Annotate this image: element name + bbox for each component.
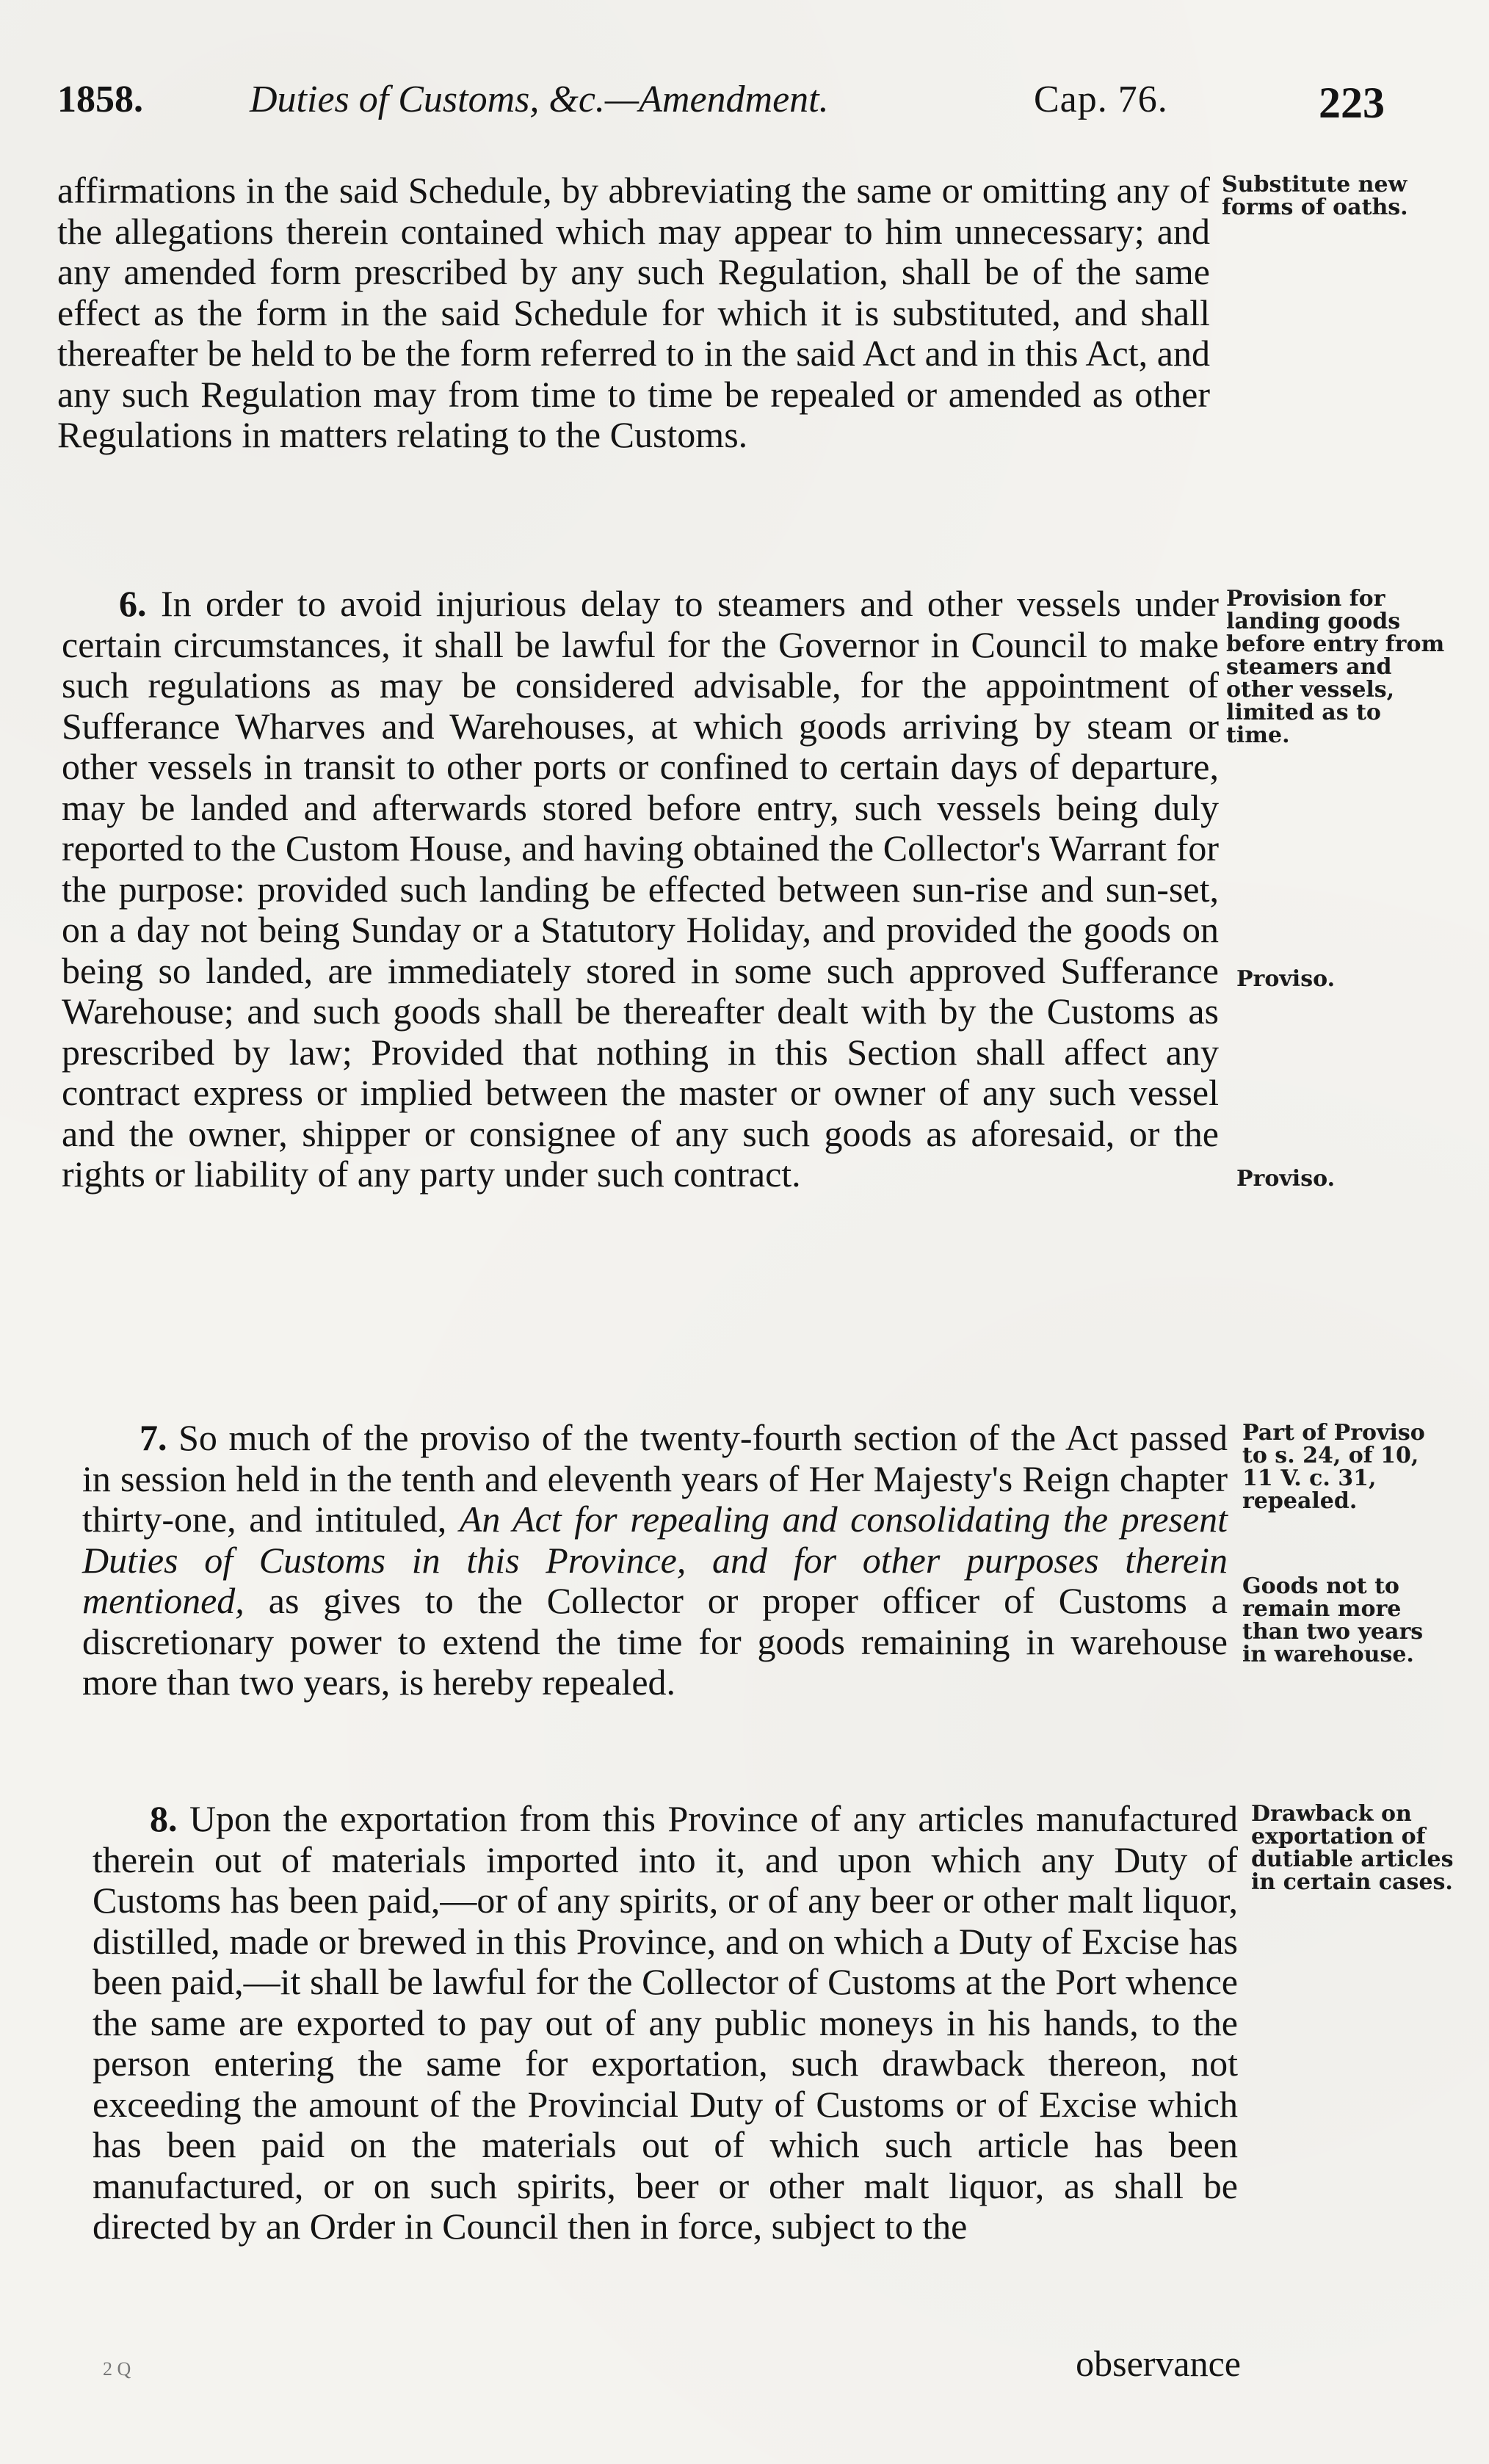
- catchword: observance: [1076, 2343, 1241, 2384]
- section-8-number: 8.: [150, 1798, 178, 1839]
- section-8-text: [93, 1799, 1238, 2247]
- section-8: [93, 1799, 1238, 2247]
- section-7-body-a: So much of the proviso of the twenty-fourth section of the Act passed in session held in the tenth and eleventh years of Her Majesty's Reign chapter thirty-one, and intituled,: [82, 1417, 1228, 1540]
- margin-note-proviso-2: Proviso.: [1236, 1166, 1336, 1192]
- section-6: [62, 584, 1219, 1195]
- section-7-number: 7.: [140, 1417, 167, 1458]
- section-7-text: [82, 1418, 1228, 1703]
- margin-note-goods-not: Goods not to remain more than two years in warehouse.: [1242, 1573, 1424, 1667]
- section-7-body-b: as gives to the Collector or proper officer of Customs a discretionary power to extend the time for goods remaining in warehouse more than two years, is hereby repealed.: [82, 1580, 1228, 1703]
- header-year: 1858.: [57, 79, 143, 120]
- section-6-body: In order to avoid injurious delay to steamers and other vessels under certain circumstances, it shall be lawful for the Governor in Council to make such regulations as may be considered advisable, for the appointment of Sufferance Wharves and Warehouses, at which goods arriving by steam or other vessels in transit to other ports or confined to certain days of departure, may be landed and afterwards stored before entry, such vessels being duly reported to the Custom House, and having obtained the Collector's Warrant for the purpose: provided such landing be effected between sun-rise and sun-set, on a day not being Sunday or a Statutory Holiday, and provided the goods on being so landed, are immediately stored in some such approved Sufferance Warehouse; and such goods shall be thereafter dealt with by the Customs as prescribed by law; Provided that nothing in this Section shall affect any contract express or implied between the master or owner of any such vessel and the owner, shipper or consignee of any such goods as aforesaid, or the rights or liability of any party under such contract.: [62, 583, 1220, 1195]
- paragraph-continuation: [57, 170, 1210, 456]
- running-header: [57, 78, 1385, 137]
- margin-note-part-of-proviso: Part of Proviso to s. 24, of 10, 11 V. c. 31, repealed.: [1242, 1420, 1425, 1514]
- margin-note-provision: Provision for landing goods before entry from steamers and other vessels, limited as to time.: [1226, 586, 1445, 748]
- paragraph-text: affirmations in the said Schedule, by abbreviating the same or omitting any of the allegations therein contained which may appear to him unnecessary; and any amended form prescribed by any such Regulation, shall be of the same effect as the form in the said Schedule for which it is substituted, and shall thereafter be held to be the form referred to in the said Act and in this Act, and any such Regulation may from time to time be repealed or amended as other Regulations in matters relating to the Customs.: [57, 170, 1210, 455]
- section-6-number: 6.: [119, 583, 147, 624]
- section-8-body: Upon the exportation from this Province of any articles manufactured therein out of materials imported into it, and upon which any Duty of Customs has been paid,—or of any spirits, or of any beer or other malt liquor, distilled, made or brewed in this Province, and on which a Duty of Excise has been paid,—it shall be lawful for the Collector of Customs at the Port whence the same are exported to pay out of any public moneys in his hands, to the person entering the same for exportation, such drawback thereon, not exceeding the amount of the Provincial Duty of Customs or of Excise which has been paid on the materials out of which such article has been manufactured, or on such spirits, beer or other malt liquor, as shall be directed by an Order in Council then in force, subject to the: [93, 1798, 1238, 2247]
- page-number: 223: [1319, 79, 1385, 127]
- margin-note-substitute: Substitute new forms of oaths.: [1222, 172, 1408, 220]
- margin-note-drawback: Drawback on exportation of dutiable articles in certain cases.: [1251, 1801, 1454, 1895]
- signature-mark: 2 Q: [103, 2358, 131, 2380]
- act-title-italic: An Act for repealing and consolidating the present Duties of Customs in this Province, and for other purposes therein mentioned,: [82, 1499, 1228, 1621]
- section-7: [82, 1418, 1228, 1703]
- section-6-text: [62, 584, 1219, 1195]
- header-title: Duties of Customs, &c.—Amendment.: [250, 79, 829, 120]
- margin-note-proviso-1: Proviso.: [1236, 966, 1336, 992]
- header-chapter: Cap. 76.: [1034, 79, 1168, 120]
